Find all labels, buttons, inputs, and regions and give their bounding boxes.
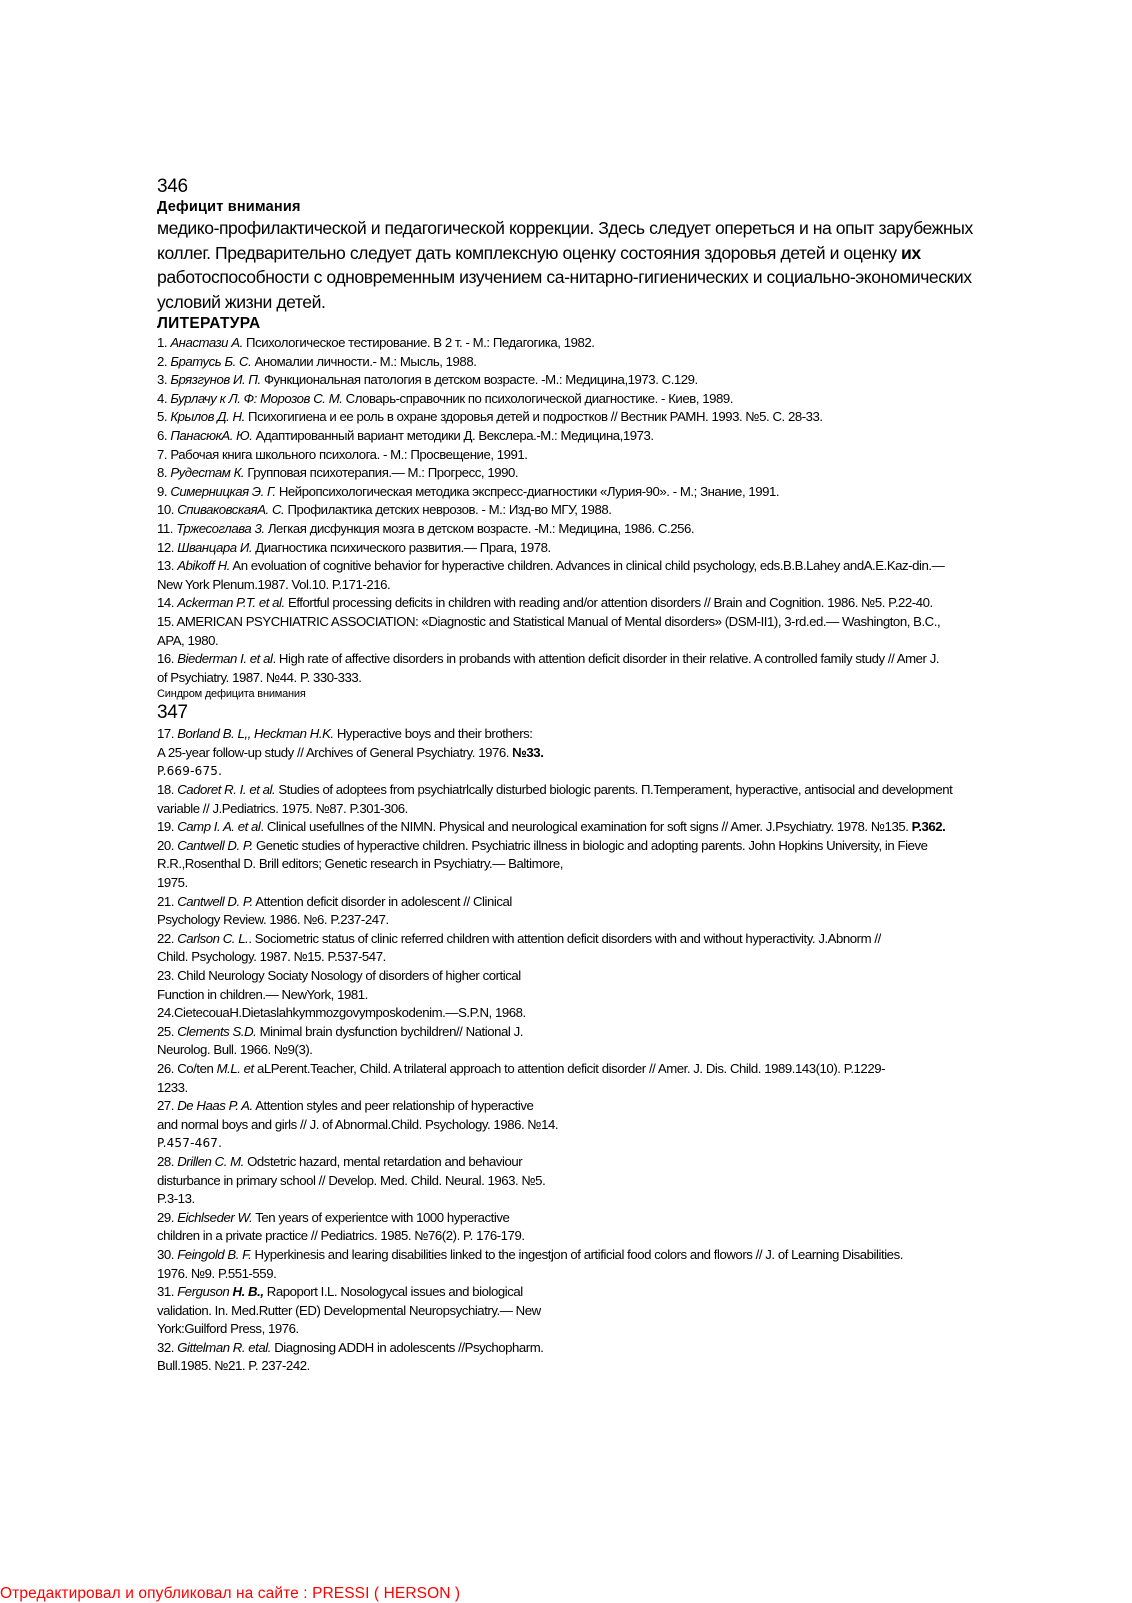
reference-line: A 25-year follow-up study // Archives of General Psychiatry. 1976. №33. [157, 744, 544, 760]
reference-line: 24.CietecouaH.Dietaslahkymmozgovymposkodenim.—S.P.N, 1968. [157, 1005, 526, 1021]
reference-line: 9. Симерницкая Э. Г. Нейропсихологическая методика экспресс-диагностики «Лурия-90». - М.; Знание, 1991. [157, 483, 780, 499]
reference-line: Psychology Review. 1986. №6. P.237-247. [157, 912, 389, 928]
reference-line: 5. Крылов Д. Н. Психогигиена и ее роль в охране здоровья детей и подростков // Вестник РАМН. 1993. №5. С. 28-33. [157, 409, 823, 425]
bold-word: их [901, 242, 921, 263]
reference-line: 11. Тржесоглава 3. Легкая дисфункция мозга в детском возрасте. -М.: Медицина, 1986. С.256. [157, 520, 695, 536]
reference-line: P.669-675. [157, 764, 223, 779]
reference-line: 16. Biederman I. et al. High rate of affective disorders in probands with attention deficit disorder in their relative. A controlled family study // Amer J. [157, 651, 940, 667]
reference-line: disturbance in primary school // Develop. Med. Child. Neural. 1963. №5. [157, 1172, 546, 1188]
reference-line: 8. Рудестам К. Групповая психотерапия.— М.: Прогресс, 1990. [157, 465, 519, 481]
reference-line: variable // J.Pediatrics. 1975. №87. P.301-306. [157, 800, 408, 816]
reference-line: 15. AMERICAN PSYCHIATRIC ASSOCIATION: «Diagnostic and Statistical Manual of Mental disorders» (DSM-II1), 3-rd.ed.— Washington, B.C., [157, 613, 941, 629]
page-number-top: 346 [157, 176, 188, 197]
reference-line: 17. Borland B. L,, Heckman H.K. Hyperactive boys and their brothers: [157, 726, 533, 742]
literature-heading: ЛИТЕРАТУРА [157, 315, 261, 332]
footer-credit: Отредактировал и опубликовал на сайте : PRESSI ( HERSON ) [0, 1585, 461, 1602]
reference-line: 27. De Haas P. A. Attention styles and peer relationship of hyperactive [157, 1098, 534, 1114]
reference-line: 31. Ferguson H. B., Rapoport I.L. Nosologycal issues and biological [157, 1284, 523, 1300]
reference-line: APA, 1980. [157, 632, 219, 648]
reference-line: 20. Cantwell D. P. Genetic studies of hyperactive children. Psychiatric illness in biologic and adopting parents. John Hopkins University, in Fieve [157, 837, 928, 853]
page-number-bottom: 347 [157, 702, 188, 724]
reference-line: and normal boys and girls // J. of Abnormal.Child. Psychology. 1986. №14. [157, 1116, 559, 1132]
reference-line: York:Guilford Press, 1976. [157, 1321, 299, 1337]
reference-line: 1. Анастази А. Психологическое тестирование. В 2 т. - М.: Педагогика, 1982. [157, 335, 595, 350]
body-line: медико-профилактической и педагогической коррекции. Здесь следует опереться и на опыт зарубежных [157, 218, 973, 238]
reference-line: Neurolog. Bull. 1966. №9(3). [157, 1042, 313, 1058]
body-line: коллег. Предварительно следует дать комплексную оценку состояния здоровья детей и оценку их [157, 242, 921, 263]
reference-line: Bull.1985. №21. P. 237-242. [157, 1358, 310, 1374]
reference-line: 1975. [157, 875, 188, 891]
reference-line: 2. Братусь Б. С. Аномалии личности.- М.: Мысль, 1988. [157, 353, 477, 369]
reference-line: 1233. [157, 1079, 188, 1095]
reference-line: 30. Feingold B. F. Hyperkinesis and learing disabilities linked to the ingestjon of artificial food colors and flowors // J. of Learning Disabilities. [157, 1246, 903, 1262]
running-header: Дефицит внимания [157, 199, 301, 215]
reference-line: R.R.,Rosenthal D. Brill editors; Genetic research in Psychiatry.— Baltimore, [157, 856, 564, 872]
reference-line: 21. Cantwell D. P. Attention deficit disorder in adolescent // Clinical [157, 893, 512, 909]
reference-line: Child. Psychology. 1987. №15. P.537-547. [157, 949, 386, 965]
reference-line: 4. Бурлачу к Л. Ф: Морозов С. М. Словарь-справочник по психологической диагностике. - Киев, 1989. [157, 390, 733, 406]
reference-list-part1 [157, 334, 1057, 687]
reference-line: 25. Clements S.D. Minimal brain dysfunction bychildren// National J. [157, 1023, 523, 1039]
reference-line: 6. ПанасюкА. Ю. Адаптированный вариант методики Д. Векслера.-М.: Медицина,1973. [157, 427, 654, 443]
reference-line: 32. Gittelman R. etal. Diagnosing ADDH in adolescents //Psychopharm. [157, 1339, 544, 1355]
running-footer: Синдром дефицита внимания [157, 688, 306, 701]
reference-line: 28. Drillen C. M. Odstetric hazard, mental retardation and behaviour [157, 1153, 523, 1169]
body-line: условий жизни детей. [157, 291, 326, 312]
reference-line: validation. In. Med.Rutter (ED) Developmental Neuropsychiatry.— New [157, 1302, 541, 1318]
reference-line: 14. Ackerman P.T. et al. Effortful processing deficits in children with reading and/or attention disorders // Brain and Cognition. 1986. №5. P.22-40. [157, 595, 933, 611]
reference-line: 12. Шванцара И. Диагностика психического развития.— Прага, 1978. [157, 539, 551, 555]
reference-line: 22. Carlson C. L.. Sociometric status of clinic referred children with attention deficit disorders with and without hyperactivity. J.Abnorm // [157, 930, 881, 946]
reference-line: 1976. №9. P.551-559. [157, 1265, 277, 1281]
reference-line: New York Plenum.1987. Vol.10. P.171-216. [157, 576, 391, 592]
reference-line: of Psychiatry. 1987. №44. P. 330-333. [157, 669, 362, 685]
reference-line: 13. Abikoff H. An evoluation of cognitive behavior for hyperactive children. Advances in clinical child psychology, eds.B.B.Lahey andA.E.Kaz-din.— [157, 558, 945, 574]
body-line: работоспособности с одновременным изучением са-нитарно-гигиенических и социально-экономических [157, 267, 972, 287]
reference-line: 3. Брязгунов И. П. Функциональная патология в детском возрасте. -М.: Медицина,1973. С.129. [157, 372, 698, 388]
body-paragraph [157, 216, 1057, 314]
page-content [157, 176, 1057, 1376]
reference-line: 29. Eichlseder W. Ten years of experientce with 1000 hyperactive [157, 1209, 510, 1225]
reference-line: 18. Cadoret R. I. et al. Studies of adoptees from psychiatrlcally disturbed biologic parents. П.Temperament, hyperactive, antisocial and development [157, 782, 953, 798]
reference-line: 7. Рабочая книга школьного психолога. - М.: Просвещение, 1991. [157, 446, 528, 462]
reference-line: P.457-467. [157, 1136, 223, 1151]
reference-line: P.3-13. [157, 1191, 195, 1207]
reference-line: 10. СпиваковскаяА. С. Профилактика детских неврозов. - М.: Изд-во МГУ, 1988. [157, 502, 612, 518]
reference-list-part2 [157, 725, 1057, 1376]
reference-line: Function in children.— NewYork, 1981. [157, 986, 368, 1002]
reference-line: children in a private practice // Pediatrics. 1985. №76(2). P. 176-179. [157, 1228, 525, 1244]
reference-line: 23. Child Neurology Sociaty Nosology of disorders of higher cortical [157, 968, 521, 983]
reference-line: 19. Camp I. A. et al. Clinical usefullnes of the NIMN. Physical and neurological examination for soft signs // Amer. J.Psychiatry. 1978. №135. P.362. [157, 819, 946, 835]
reference-line: 26. Co/ten M.L. et aLPerent.Teacher, Child. A trilateral approach to attention deficit disorder // Amer. J. Dis. Child. 1989.143(10). P.1229- [157, 1060, 886, 1076]
